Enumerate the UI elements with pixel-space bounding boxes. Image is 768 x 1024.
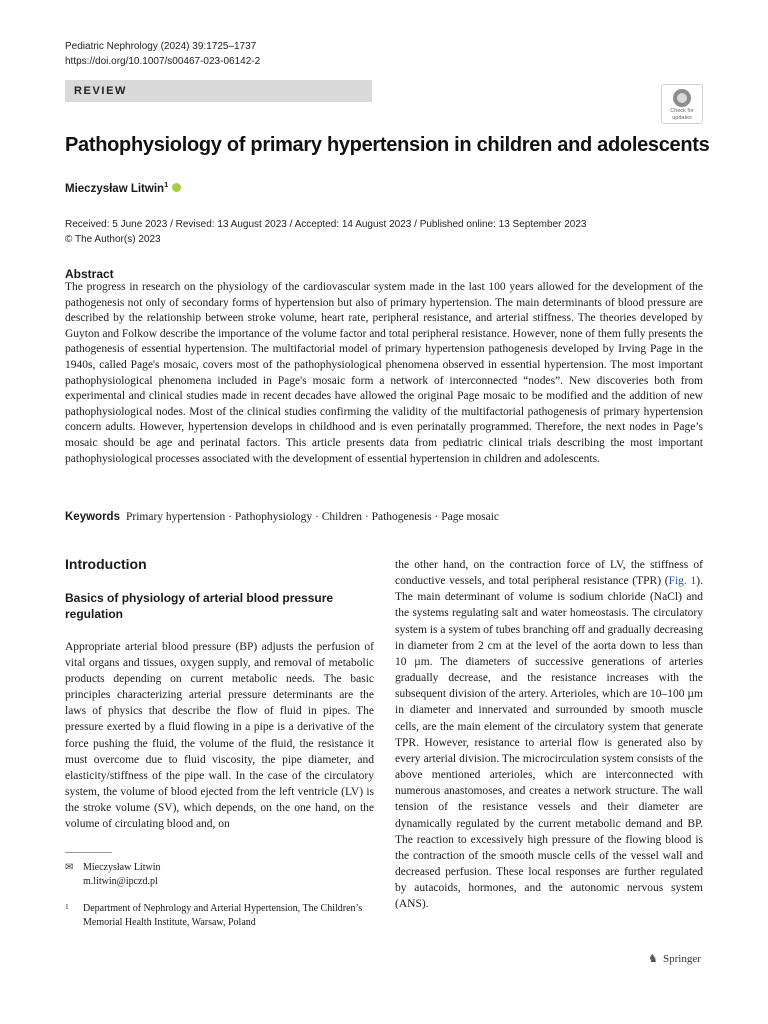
contact-email[interactable]: m.litwin@ipczd.pl (83, 876, 158, 887)
affiliation-footnote (65, 902, 365, 930)
keywords-list: Primary hypertension · Pathophysiology · Children · Pathogenesis · Page mosaic (125, 511, 500, 523)
date-history: Received: 5 June 2023 / Revised: 13 August 2023 / Accepted: 14 August 2023 / Published online: 13 September 2023 (65, 219, 587, 230)
check-updates-icon (673, 89, 691, 107)
affiliation-number: 1 (65, 902, 69, 911)
body-column-right (395, 557, 703, 912)
article-type-badge: REVIEW (65, 80, 372, 102)
figure-reference-link[interactable]: Fig. 1 (668, 575, 697, 588)
publisher-name: Springer (663, 953, 701, 965)
body-column-left: Appropriate arterial blood pressure (BP) adjusts the perfusion of vital organs and tissues, oxygen supply, and removal of metabolic products depending on current metabolic needs. The basic principles characterizing arterial pressure determinants are the laws of physics that describe the flow of fluid in pipes. The pressure exerted by a fluid flowing in a pipe is a derivative of the force pushing the fluid, the volume of the fluid, the resistance it must overcome due to fluid viscosity, the pipe diameter, and elasticity/stiffness of the pipe wall. In the case of the circulatory system, the volume of blood ejected from the left ventricle (LV) is the stroke volume (SV), which depends, on the one hand, on the volume of circulating blood and, on (65, 641, 374, 831)
author-affil-sup: 1 (164, 180, 169, 189)
journal-citation: Pediatric Nephrology (2024) 39:1725–1737 (65, 41, 257, 52)
footnote-divider (65, 852, 112, 853)
check-updates-label-1: Check for (670, 108, 694, 114)
affiliation-text: Department of Nephrology and Arterial Hypertension, The Children’s Memorial Health Institute, Warsaw, Poland (83, 903, 363, 928)
journal-header (65, 40, 260, 69)
body-text-right-1: the other hand, on the contraction force of LV, the stiffness of conductive vessels, and total peripheral resistance (TPR) ( (395, 559, 703, 588)
check-for-updates-button[interactable] (661, 84, 703, 124)
contact-name: Mieczysław Litwin (83, 862, 161, 873)
abstract-heading: Abstract (65, 267, 114, 281)
publication-dates (65, 218, 586, 247)
body-text-right-2: ). The main determinant of volume is sodium chloride (NaCl) and the systems regulating salt and water homeostasis. The circulatory system is a system of tubes branching off and gradually decreasing in diameter from 2 cm at the level of the aorta down to less than 10 µm. The diameters of successive generations of arteries gradually decrease, and the resistance increases with the subsequent division of the artery. Arterioles, which are 10–100 µm in diameter and innervated and surrounded by smooth muscle cells, are the main element of the circulatory system that generate TPR. However, resistance to arterial flow is generated also by every arterial division. The microcirculation system consists of the above mentioned arterioles, which are interconnected with numerous anastomoses, and creates a network structure. The wall tension of the resistance vessels and their diameter are dynamically regulated by the current metabolic demand and BP. The reaction to excessively high pressure of the flowing blood is the contraction of the smooth muscle cells of the vessel wall and decreased perfusion. These local responses are further regulated by autacoids, hormones, and the autonomic nervous system (ANS). (395, 575, 704, 911)
subsection-heading: Basics of physiology of arterial blood pressure regulation (65, 591, 334, 621)
copyright: © The Author(s) 2023 (65, 233, 161, 245)
check-updates-label-2: updates (672, 114, 692, 121)
section-heading-introduction: Introduction (65, 556, 147, 572)
publisher-logo (648, 952, 701, 965)
keywords (65, 510, 705, 525)
article-title: Pathophysiology of primary hypertension in children and adolescents (65, 134, 710, 156)
doi-link[interactable]: https://doi.org/10.1007/s00467-023-06142-2 (65, 55, 261, 67)
corresponding-author (65, 861, 160, 889)
author-line (65, 180, 181, 195)
keywords-label: Keywords (65, 511, 120, 523)
envelope-icon: ✉ (65, 862, 74, 873)
author-name[interactable]: Mieczysław Litwin (65, 182, 165, 195)
springer-horse-icon: ♞ (648, 953, 658, 965)
abstract-text: The progress in research on the physiology of the cardiovascular system made in the last 100 years allowed for the development of the pathogenesis not only of secondary forms of hypertension but also of primary hypertension. The main determinants of blood pressure are described by the relationship between stroke volume, heart rate, peripheral resistance, and arterial stiffness. The theories developed by Guyton and Folkow describe the importance of the volume factor and total peripheral resistance. However, none of them fully presents the pathogenesis of essential hypertension. The multifactorial model of primary hypertension pathogenesis developed by Irving Page in the 1940s, called Page's mosaic, covers most of the pathophysiological phenomena observed in essential hypertension. The most important pathophysiological phenomena included in Page's mosaic form a network of interconnected “nodes”. New discoveries both from experimental and clinical studies made in recent decades have allowed the original Page mosaic to be modified and the addition of new pathophysiological nodes. Most of the clinical studies confirming the validity of the multifactorial pathogenesis of primary hypertension concern adults. However, hypertension develops in childhood and is even perinatally programmed. Therefore, the next nodes in Page’s mosaic should be age and perinatal factors. This article presents data from pediatric clinical trials describing the most important pathophysiological processes associated with the development of essential hypertension in children and adolescents. (65, 281, 703, 465)
orcid-icon[interactable] (172, 183, 181, 192)
